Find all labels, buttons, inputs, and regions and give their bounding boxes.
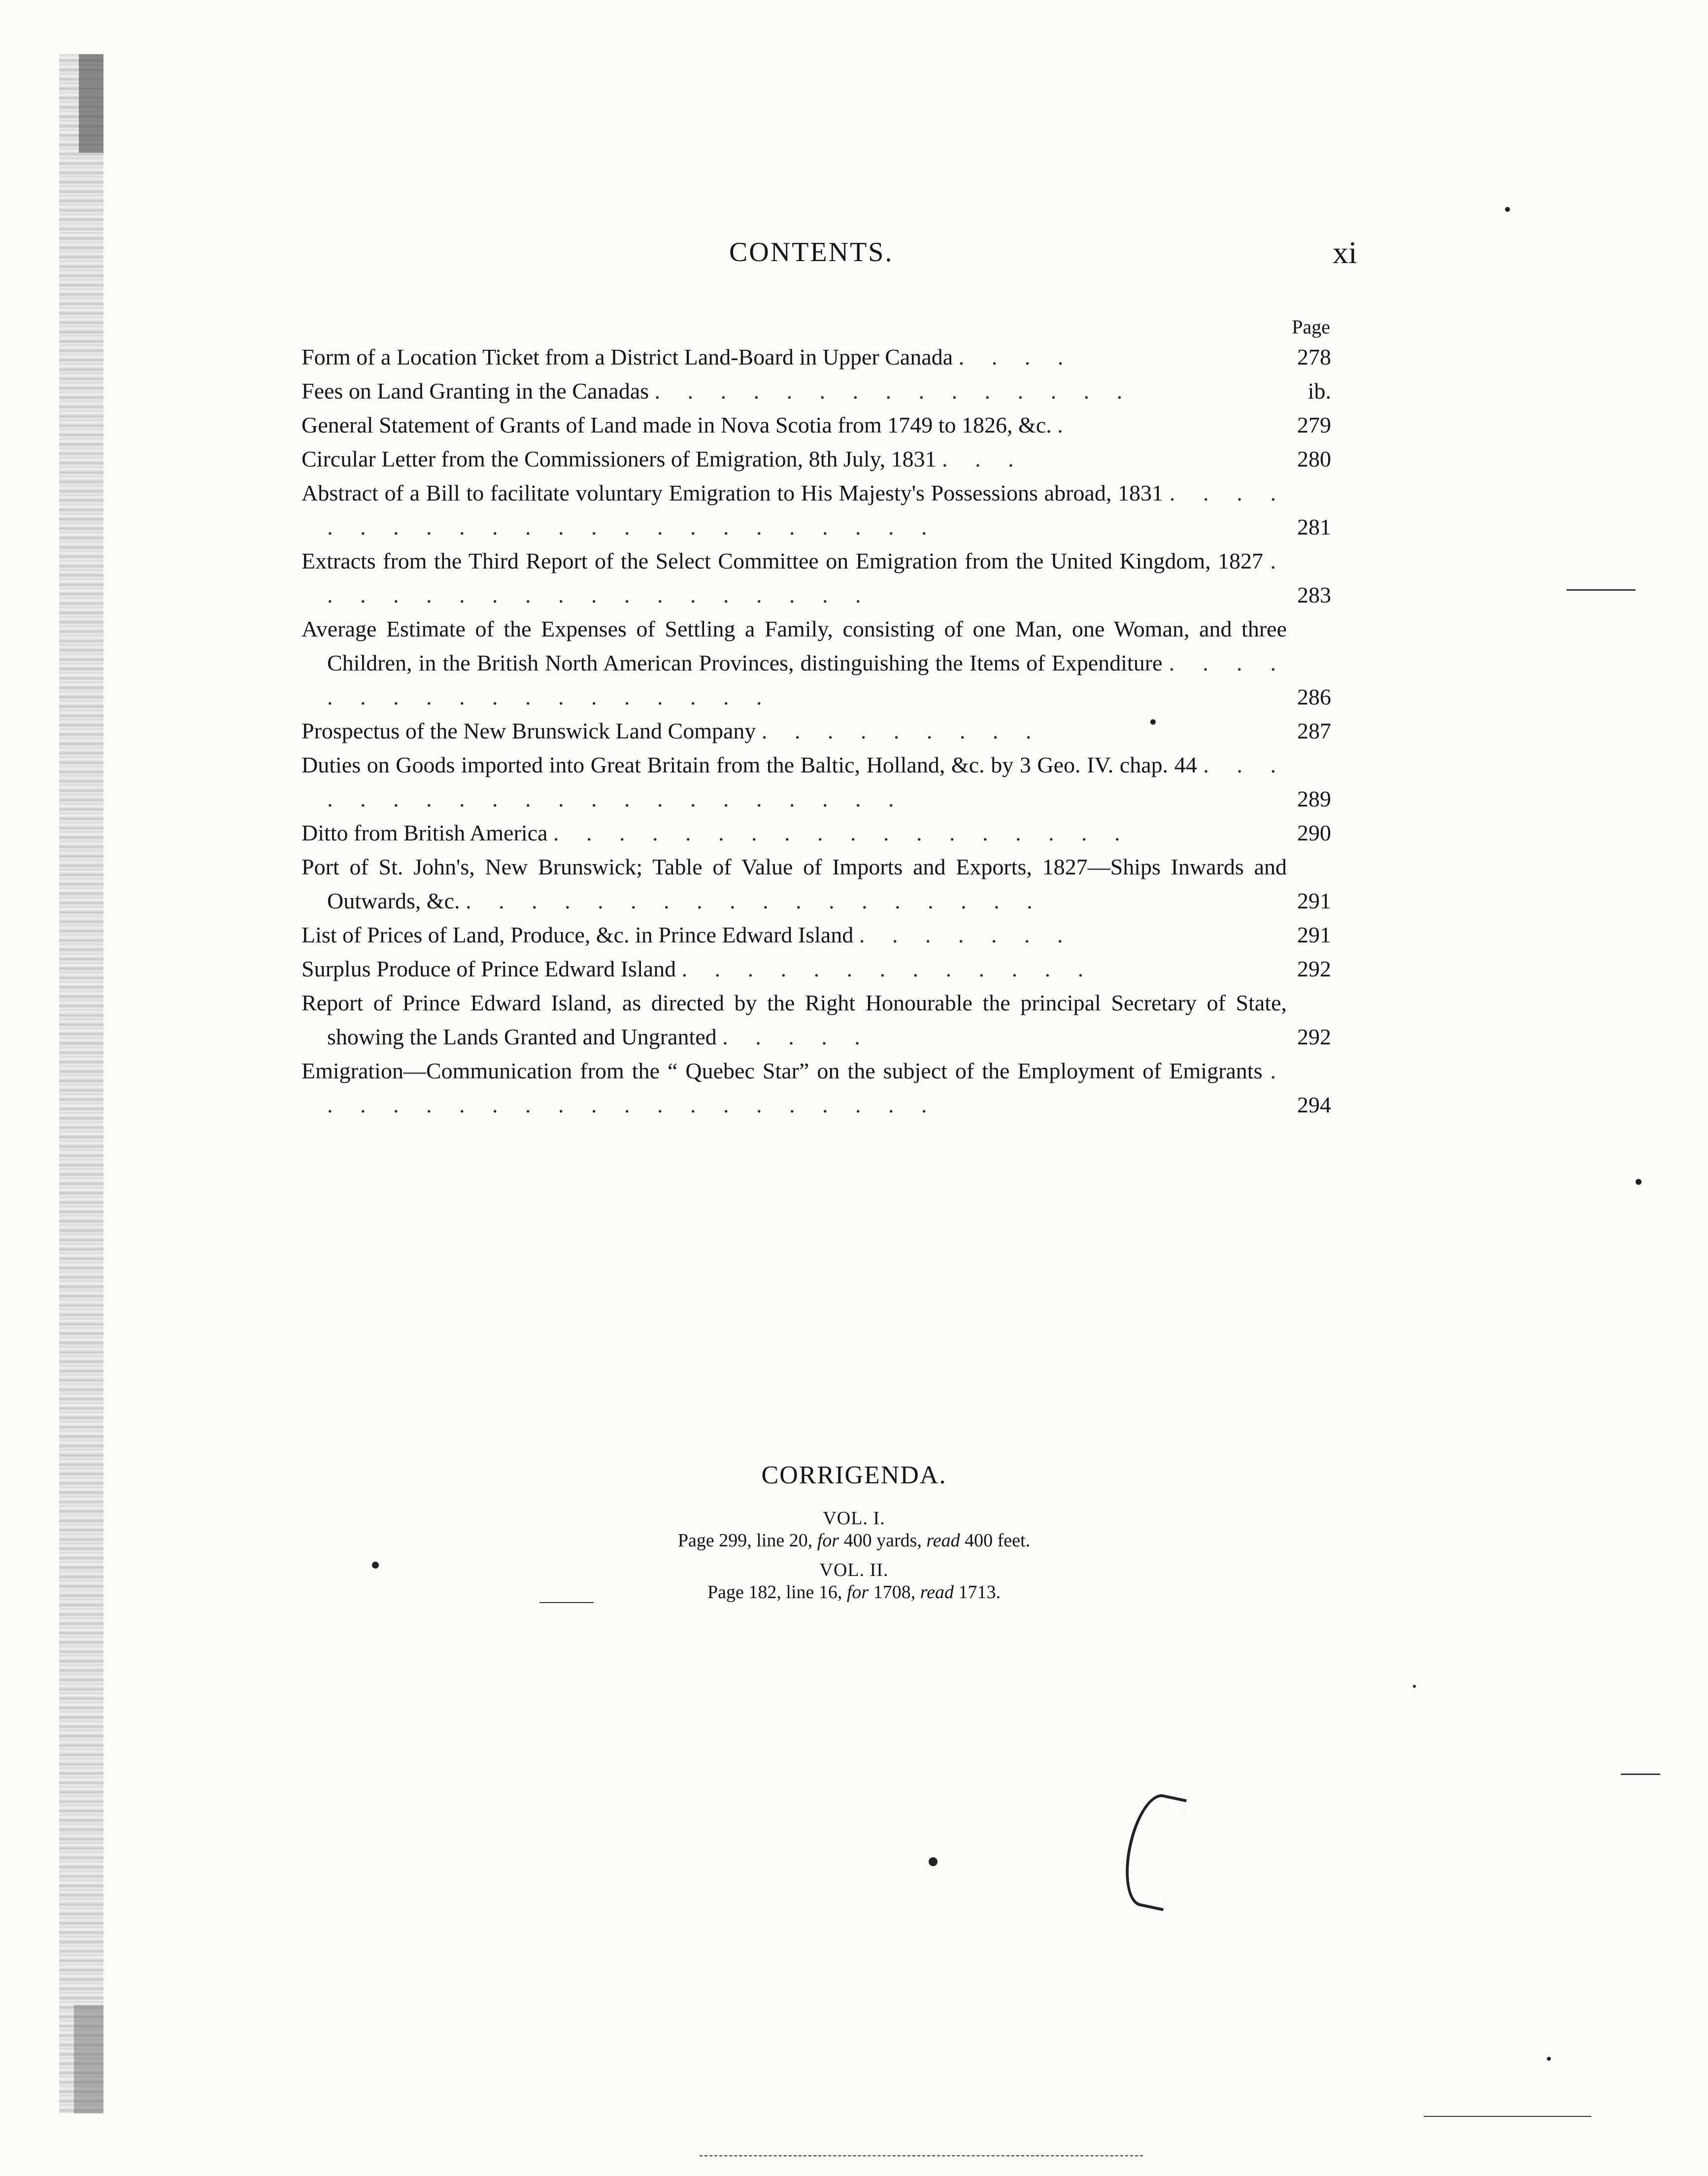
entry-page-number: 290 xyxy=(1297,820,1331,845)
running-head xyxy=(0,236,1708,276)
entry-page-number: 289 xyxy=(1297,786,1331,811)
corrigenda-title: CORRIGENDA. xyxy=(761,1461,947,1489)
scan-speck xyxy=(1636,1179,1641,1185)
entry-page-number: 291 xyxy=(1297,888,1331,913)
entry-page-number: 292 xyxy=(1297,956,1331,981)
volume-one-heading: VOL. I. xyxy=(823,1508,885,1529)
entry-title: Ditto from British America . . . . . . . . . . . . . . . . . . xyxy=(301,820,1131,845)
scan-stroke xyxy=(539,1602,594,1603)
volume-two-correction: Page 182, line 16, for 1708, read 1713. xyxy=(707,1582,1001,1603)
contents-entry xyxy=(301,850,1331,918)
entry-page-number: 281 xyxy=(1297,514,1331,539)
entry-page-number: 291 xyxy=(1297,922,1331,947)
page-column-label: Page xyxy=(1292,316,1330,338)
scan-speck xyxy=(372,1562,379,1569)
contents-entry xyxy=(301,442,1331,476)
contents-entry xyxy=(301,816,1331,850)
entry-title: Report of Prince Edward Island, as directed by the Right Honourable the principal Secretary of State, showing the Lands Granted and Ungranted . . . . . xyxy=(301,990,1287,1049)
contents-entry xyxy=(301,748,1331,816)
entry-page-number: 287 xyxy=(1297,718,1331,743)
entry-title: Form of a Location Ticket from a District Land-Board in Upper Canada . . . . xyxy=(301,344,1074,369)
scan-stroke xyxy=(700,2155,1143,2156)
entry-page-number: 283 xyxy=(1297,582,1331,607)
entry-title: Abstract of a Bill to facilitate voluntary Emigration to His Majesty's Possessions abroad, 1831 . . . . . . . . . . . . . . . . . . . . . . . xyxy=(301,480,1287,539)
contents-entry xyxy=(301,986,1331,1054)
entry-page-number: 279 xyxy=(1297,412,1331,437)
contents-list xyxy=(301,340,1331,1122)
entry-title: Surplus Produce of Prince Edward Island . . . . . . . . . . . . . xyxy=(301,956,1095,981)
entry-page-number: 292 xyxy=(1297,1024,1331,1049)
contents-entry xyxy=(301,952,1331,986)
contents-entry xyxy=(301,340,1331,374)
scan-stroke xyxy=(1621,1774,1660,1775)
entry-title: Circular Letter from the Commissioners of Emigration, 8th July, 1831 . . . xyxy=(301,446,1025,471)
volume-two-heading: VOL. II. xyxy=(819,1560,889,1580)
entry-title: Extracts from the Third Report of the Select Committee on Emigration from the United Kingdom, 1827 . . . . . . . . . . . . . . . . . . xyxy=(301,548,1287,607)
pencil-mark xyxy=(1117,1790,1187,1911)
contents-entry xyxy=(301,1054,1331,1122)
scan-speck xyxy=(1413,1685,1416,1688)
entry-title: General Statement of Grants of Land made in Nova Scotia from 1749 to 1826, &c. . xyxy=(301,412,1074,437)
contents-entry xyxy=(301,714,1331,748)
scan-speck xyxy=(1547,2057,1551,2061)
contents-entry xyxy=(301,612,1331,714)
scan-speck xyxy=(1150,719,1156,725)
entry-page-number: 294 xyxy=(1297,1092,1331,1117)
folio: xi xyxy=(1333,235,1357,270)
entry-page-number: 280 xyxy=(1297,446,1331,471)
entry-page-number: 278 xyxy=(1297,344,1331,369)
running-title: CONTENTS. xyxy=(729,237,894,268)
contents-entry xyxy=(301,544,1331,612)
contents-entry xyxy=(301,408,1331,442)
entry-title: Duties on Goods imported into Great Britain from the Baltic, Holland, &c. by 3 Geo. IV. chap. 44 . . . . . . . . . . . . . . . . . . . . . xyxy=(301,752,1287,811)
entry-title: Emigration—Communication from the “ Quebec Star” on the subject of the Employment of Emigrants . . . . . . . . . . . . . . . . . . . . xyxy=(301,1058,1287,1117)
entry-title: Fees on Land Granting in the Canadas . . . . . . . . . . . . . . . xyxy=(301,378,1134,403)
contents-entry xyxy=(301,476,1331,544)
contents-entry xyxy=(301,374,1331,408)
binding-edge xyxy=(59,54,103,2113)
entry-title: List of Prices of Land, Produce, &c. in Prince Edward Island . . . . . . . xyxy=(301,922,1074,947)
contents-entry xyxy=(301,918,1331,952)
scan-stroke xyxy=(1567,589,1636,591)
entry-title: Prospectus of the New Brunswick Land Company . . . . . . . . . xyxy=(301,718,1042,743)
entry-title: Average Estimate of the Expenses of Settling a Family, consisting of one Man, one Woman, and three Children, in the British North American Provinces, distinguishing the Items of Expenditure . . . . . . . . . . . . . . . . . . xyxy=(301,616,1287,709)
scan-speck xyxy=(1505,207,1510,212)
scan-speck xyxy=(929,1857,938,1866)
entry-page-number: 286 xyxy=(1297,684,1331,709)
entry-title: Port of St. John's, New Brunswick; Table of Value of Imports and Exports, 1827—Ships Inwards and Outwards, &c. . . . . . . . . . . . . . . . . . . xyxy=(301,854,1287,913)
scan-stroke xyxy=(1424,2116,1591,2117)
volume-one-correction: Page 299, line 20, for 400 yards, read 400 feet. xyxy=(677,1530,1031,1551)
entry-page-number: ib. xyxy=(1307,378,1331,403)
